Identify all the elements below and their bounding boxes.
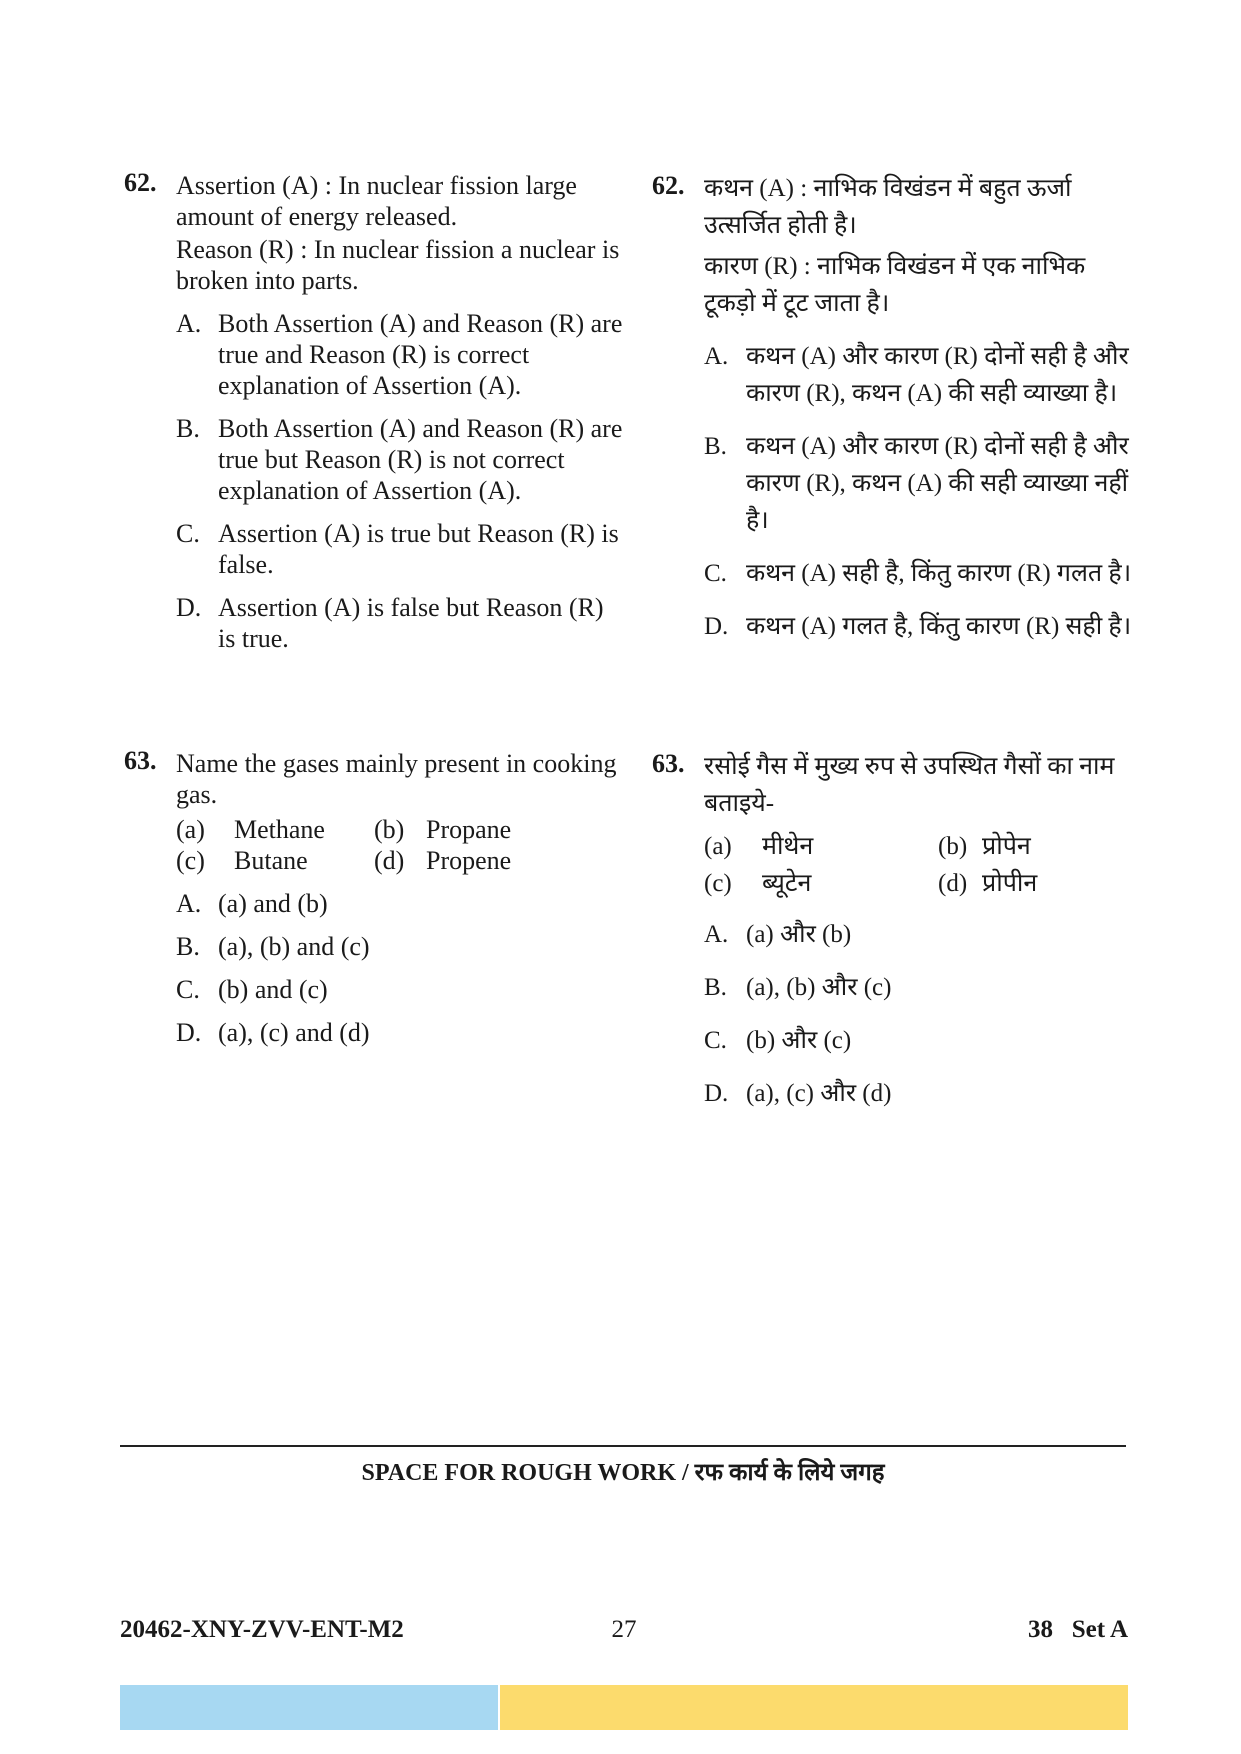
option-b: B. (a), (b) and (c) bbox=[176, 932, 370, 961]
assertion-text: Assertion (A) : In nuclear fission large amount of energy released. bbox=[176, 171, 577, 231]
question-63-en bbox=[124, 748, 624, 1048]
option-c: C. Assertion (A) is true but Reason (R) is false. bbox=[176, 519, 619, 579]
option-d: D. कथन (A) गलत है, किंतु कारण (R) सही है। bbox=[704, 613, 1132, 640]
page-number: 27 bbox=[611, 1616, 637, 1643]
question-number: 62. bbox=[124, 168, 157, 197]
question-text: Name the gases mainly present in cooking gas. bbox=[176, 749, 617, 809]
option-a: A. Both Assertion (A) and Reason (R) are true and Reason (R) is correct explanation of Assertion (A). bbox=[176, 309, 623, 400]
option-d: D. Assertion (A) is false but Reason (R) is true. bbox=[176, 593, 604, 653]
question-number: 63. bbox=[652, 749, 685, 778]
set-label: 38 Set A bbox=[1028, 1616, 1128, 1643]
rough-work-divider bbox=[120, 1445, 1126, 1447]
assertion-text: कथन (A) : नाभिक विखंडन में बहुत ऊर्जा उत्सर्जित होती है। bbox=[704, 175, 1072, 239]
paper-code: 20462-XNY-ZVV-ENT-M2 bbox=[120, 1616, 404, 1643]
option-a: A. (a) and (b) bbox=[176, 889, 328, 918]
question-63-hi bbox=[652, 748, 1132, 1112]
option-a: A. (a) और (b) bbox=[704, 921, 852, 948]
option-c: C. (b) और (c) bbox=[704, 1027, 852, 1054]
option-b: B. Both Assertion (A) and Reason (R) are true but Reason (R) is not correct explanation of Assertion (A). bbox=[176, 414, 623, 505]
gas-list: (a) Methane (b) Propane (c) Butane (d) Propene bbox=[176, 815, 512, 875]
option-b: B. (a), (b) और (c) bbox=[704, 974, 892, 1001]
footer-bar-yellow bbox=[500, 1685, 1128, 1730]
option-d: D. (a), (c) और (d) bbox=[704, 1080, 892, 1107]
gas-list: (a) मीथेन (b) प्रोपेन (c) ब्यूटेन (d) प्रोपीन bbox=[704, 833, 1038, 897]
question-number: 63. bbox=[124, 746, 157, 775]
option-c: C. कथन (A) सही है, किंतु कारण (R) गलत है। bbox=[704, 560, 1132, 587]
option-d: D. (a), (c) and (d) bbox=[176, 1018, 370, 1047]
reason-text: कारण (R) : नाभिक विखंडन में एक नाभिक टूकड़ो में टूट जाता है। bbox=[704, 253, 1086, 317]
question-text: रसोई गैस में मुख्य रुप से उपस्थित गैसों का नाम बताइये- bbox=[704, 753, 1115, 817]
question-number: 62. bbox=[652, 171, 685, 200]
reason-text: Reason (R) : In nuclear fission a nuclear is broken into parts. bbox=[176, 235, 620, 295]
question-62-en bbox=[124, 170, 624, 654]
option-a: A. कथन (A) और कारण (R) दोनों सही है और कारण (R), कथन (A) की सही व्याख्या है। bbox=[704, 343, 1129, 407]
option-c: C. (b) and (c) bbox=[176, 975, 328, 1004]
footer-bar-blue bbox=[120, 1685, 498, 1730]
option-b: B. कथन (A) और कारण (R) दोनों सही है और कारण (R), कथन (A) की सही व्याख्या नहीं है। bbox=[704, 433, 1129, 534]
rough-work-label: SPACE FOR ROUGH WORK / रफ कार्य के लिये जगह bbox=[361, 1460, 885, 1486]
question-62-hi bbox=[652, 170, 1132, 645]
